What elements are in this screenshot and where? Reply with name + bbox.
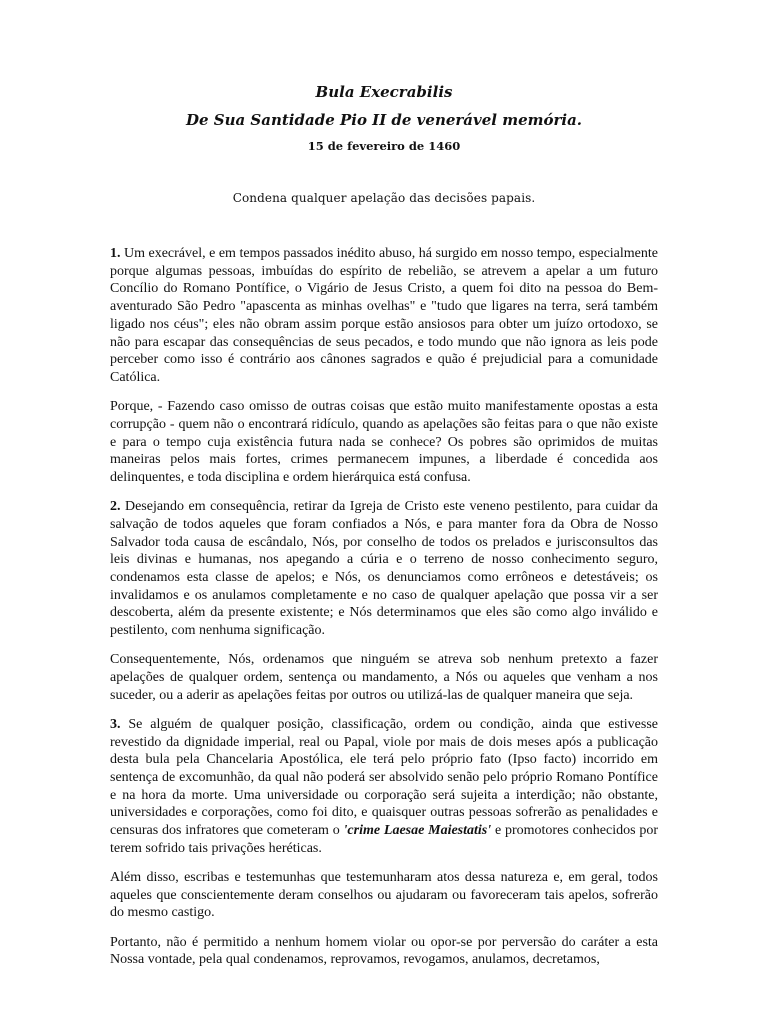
document-title-subline: De Sua Santidade Pio II de venerável memória. <box>185 111 583 129</box>
paragraph-text: Consequentemente, Nós, ordenamos que ninguém se atreva sob nenhum pretexto a fazer apelações de qualquer ordem, sentença ou mandamento, a Nós ou aqueles que venham a nos suceder, ou a aderir as apelações feitas por outros ou utilizá-las de qualquer maneira que seja. <box>110 652 658 703</box>
section-number: 1. <box>110 246 121 261</box>
paragraph-6 <box>110 869 658 922</box>
document-header <box>0 82 768 206</box>
paragraph-7 <box>110 934 658 969</box>
section-number: 2. <box>110 499 121 515</box>
paragraph-text: Desejando em consequência, retirar da Igreja de Cristo este veneno pestilento, para cuidar da salvação de todos aqueles que foram confiados a Nós, e para manter fora da Obra de Nosso Salvador toda causa de escândalo, Nós, por conselho de todos os prelados e jurisconsultos das leis divinas e humanas, nos apegando a cúria e o terreno de nosso conhecimento seguro, condenamos esta classe de apelos; e Nós, os denunciamos como errôneos e detestáveis; os invalidamos e os anulamos completamente e no caso de qualquer apelação que possa vir a ser descoberta, além da presente existente; e Nós determinamos que eles são como algo inválido e pestilento, com nenhuma significação. <box>110 499 658 639</box>
emphasized-term: 'crime Laesae Maiestatis' <box>343 823 492 839</box>
paragraph-text: Porque, - Fazendo caso omisso de outras coisas que estão muito manifestamente opostas a esta corrupção - quem não o encontrará ridículo, quando as apelações são feitas para o que não existe e para o tempo cuja existência futura nada se conhece? Os pobres são oprimidos de muitas maneiras pelos mais fortes, crimes permanecem impunes, a liberdade é concedida aos delinquentes, e toda disciplina e ordem hierárquica está confusa. <box>110 399 658 485</box>
paragraph-text: Um execrável, e em tempos passados inédito abuso, há surgido em nosso tempo, especialmente porque algumas pessoas, imbuídas do espírito de rebelião, se atrevem a apelar a um futuro Concílio do Romano Pontífice, o Vigário de Jesus Cristo, a quem foi dito na pessoa do Bem-aventurado São Pedro "apascenta as minhas ovelhas" e "tudo que ligares na terra, será também ligado nos céus"; eles não obram assim porque estão ansiosos para obter um juízo ortodoxo, se não para escapar das consequências de seus pecados, e todo mundo que não ignora as leis pode perceber como isso é contrário aos cânones sagrados e quão é prejudicial para a comunidade Católica. <box>110 246 658 385</box>
paragraph-2 <box>110 398 658 487</box>
section-number: 3. <box>110 716 121 732</box>
paragraph-text: Além disso, escribas e testemunhas que testemunharam atos dessa natureza e, em geral, todos aqueles que conscientemente deram conselhos ou ajudaram ou favoreceram tais apelos, sofrerão do mesmo castigo. <box>110 870 658 921</box>
paragraph-5 <box>110 716 658 858</box>
document-date: 15 de fevereiro de 1460 <box>307 139 461 153</box>
document-subtitle: Condena qualquer apelação das decisões papais. <box>232 191 536 205</box>
paragraph-text: Portanto, não é permitido a nenhum homem violar ou opor-se por perversão do caráter a esta Nossa vontade, pela qual condenamos, reprovamos, revogamos, anulamos, decretamos, <box>110 934 658 968</box>
paragraph-text: e promotores conhecidos por terem sofrido tais privações heréticas. <box>110 823 659 856</box>
document-body <box>110 245 658 981</box>
paragraph-4 <box>110 651 658 704</box>
paragraph-text: Se alguém de qualquer posição, classificação, ordem ou condição, ainda que estivesse revestido da dignidade imperial, real ou Papal, viole por mais de dois meses após a publicação desta bula pela Chancelaria Apostólica, ele terá pelo próprio fato (Ipso facto) incorrido em sentença de excomunhão, da qual não poderá ser absolvido senão pelo próprio Romano Pontífice e na hora da morte. Uma universidade ou corporação será sujeita a interdição; não obstante, universidades e corporações, como foi dito, e quaisquer outras pessoas sofrerão as penalidades e censuras dos infratores que cometeram o <box>110 716 658 839</box>
paragraph-3 <box>110 498 658 640</box>
document-title: Bula Execrabilis <box>315 83 453 101</box>
paragraph-1 <box>110 245 658 387</box>
